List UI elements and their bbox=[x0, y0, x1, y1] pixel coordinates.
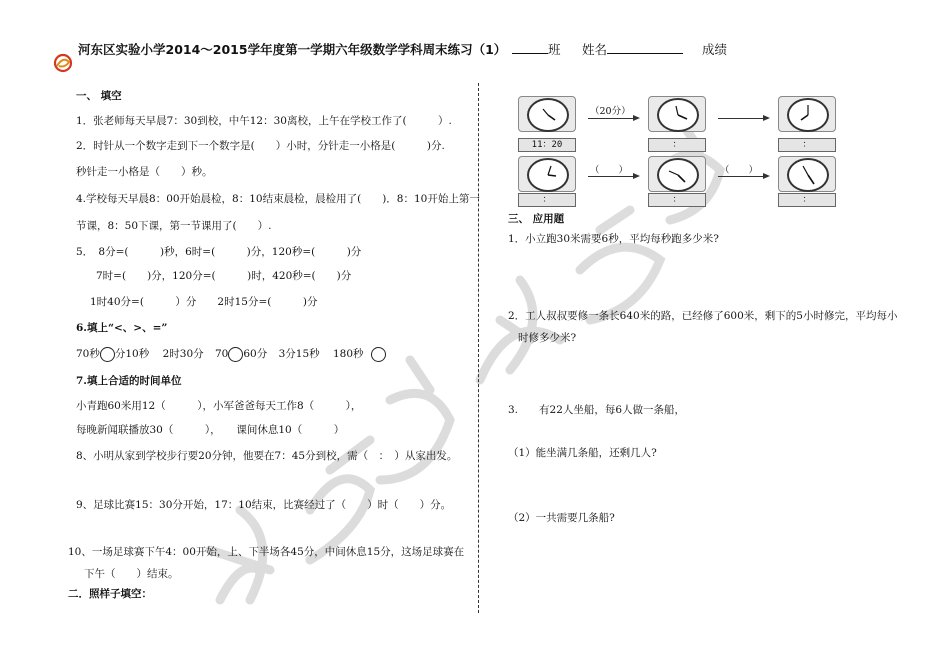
arrow-label: （20分） bbox=[590, 106, 631, 117]
section-word-problems: 三、 应用题 bbox=[508, 213, 565, 225]
question-8: 8、小明从家到学校步行要20分钟，他要在7：45分到校，需（ ： ）从家出发。 bbox=[76, 450, 458, 462]
clock-2 bbox=[648, 96, 706, 132]
question-6: 6.填上“<、>、=” bbox=[76, 322, 168, 334]
compare-item: 60分 bbox=[243, 348, 268, 360]
clock-4 bbox=[518, 156, 576, 192]
compare-item: 180秒 bbox=[332, 348, 364, 360]
question-9: 9、足球比赛15：30分开始，17：10结束，比赛经过了（ ）时（ ）分。 bbox=[76, 499, 452, 511]
question-7: 7.填上合适的时间单位 bbox=[76, 375, 182, 387]
clock-icon bbox=[657, 158, 699, 192]
problem-1: 1．小立跑30米需要6秒，平均每秒跑多少米? bbox=[508, 233, 719, 245]
question-2: 2．时针从一个数字走到下一个数字是( ）小时，分针走一小格是( )分. bbox=[76, 140, 445, 152]
problem-2-cont: 时修多少米? bbox=[518, 332, 577, 344]
compare-item: 2时30分 bbox=[162, 348, 204, 360]
question-4: 4.学校每天早晨8：00开始晨检，8：10结束晨检，晨检用了( )．8：10开始上第一 bbox=[76, 193, 480, 205]
clock-icon bbox=[527, 158, 569, 192]
problem-3-part1: （1）能坐满几条船，还剩几人? bbox=[508, 447, 657, 459]
compare-item: 分10秒 bbox=[114, 348, 150, 360]
question-5-row2: 7时=( )分，120分=( )时，420秒=( )分 bbox=[96, 270, 352, 282]
score-label: 成绩 bbox=[702, 42, 728, 57]
problem-3: 3. 有22人坐船，每6人做一条船， bbox=[508, 404, 686, 416]
compare-item: 70秒 bbox=[76, 348, 100, 360]
clock-icon bbox=[787, 98, 829, 132]
question-10-cont: 下午（ ）结束。 bbox=[84, 568, 179, 580]
class-field[interactable]: 班 bbox=[512, 40, 561, 58]
question-7-row1: 小青跑60米用12（ ），小军爸爸每天工作8（ ）， bbox=[76, 400, 362, 412]
problem-2: 2．工人叔叔要修一条长640米的路，已经修了600米，剩下的5小时修完，平均每小 bbox=[508, 310, 898, 322]
compare-item: 3分15秒 bbox=[278, 348, 320, 360]
clock-6 bbox=[778, 156, 836, 192]
arrow-right-icon bbox=[718, 176, 768, 177]
compare-circle[interactable] bbox=[371, 347, 386, 362]
arrow-right-icon bbox=[588, 176, 638, 177]
time-input[interactable]: ： bbox=[518, 193, 576, 207]
clock-icon bbox=[787, 158, 829, 192]
question-5: 5． 8分=( )秒，6时=( )分，120秒=( )分 bbox=[76, 246, 362, 258]
clock-icon bbox=[657, 98, 699, 132]
column-divider bbox=[478, 83, 479, 613]
clock-3 bbox=[778, 96, 836, 132]
time-input[interactable]: ： bbox=[648, 193, 706, 207]
compare-row bbox=[76, 346, 386, 362]
time-input[interactable]: ： bbox=[778, 193, 836, 207]
arrow-label[interactable]: （ ） bbox=[590, 165, 629, 176]
arrow-label[interactable]: （ ） bbox=[720, 165, 759, 176]
arrow-right-icon bbox=[588, 118, 638, 119]
name-field[interactable]: 姓名 bbox=[582, 40, 683, 58]
question-1: 1．张老师每天早晨7：30到校，中午12：30离校，上午在学校工作了( ）. bbox=[76, 115, 452, 127]
compare-item: 70 bbox=[214, 348, 229, 360]
question-4-cont: 节课，8：50下课，第一节课用了( ）. bbox=[76, 220, 272, 232]
question-2-cont: 秒针走一小格是（ ）秒。 bbox=[76, 166, 213, 178]
time-input[interactable]: ： bbox=[778, 138, 836, 152]
question-5-row3: 1时40分=( ）分 2时15分=( )分 bbox=[90, 296, 318, 308]
school-logo-icon bbox=[52, 52, 74, 74]
compare-circle[interactable] bbox=[228, 347, 243, 362]
page-title: 河东区实验小学2014～2015学年度第一学期六年级数学学科周末练习（1） bbox=[78, 42, 507, 57]
clock-1 bbox=[518, 96, 576, 132]
clock-icon bbox=[527, 98, 569, 132]
time-box: 11：20 bbox=[518, 138, 576, 152]
arrow-right-icon bbox=[718, 118, 768, 119]
time-input[interactable]: ： bbox=[648, 138, 706, 152]
compare-circle[interactable] bbox=[100, 347, 115, 362]
question-7-row2: 每晚新闻联播放30（ ）， 课间休息10（ ） bbox=[76, 424, 345, 436]
clock-5 bbox=[648, 156, 706, 192]
problem-3-part2: （2）一共需要几条船? bbox=[508, 512, 615, 524]
section-fill-in: 一、 填空 bbox=[76, 90, 122, 102]
question-10: 10、一场足球赛下午4：00开始，上、下半场各45分，中间休息15分，这场足球赛在 bbox=[68, 546, 465, 558]
section-follow-example: 二．照样子填空： bbox=[68, 588, 152, 600]
